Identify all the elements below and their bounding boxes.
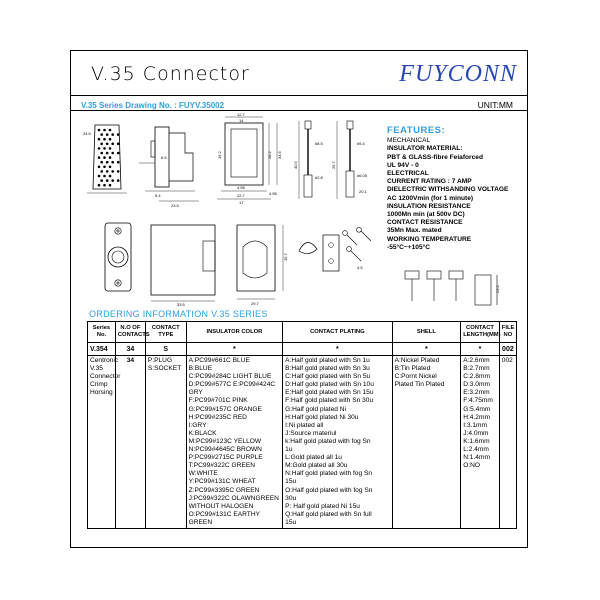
pin-hole [98, 175, 101, 178]
pin-hole [103, 184, 106, 187]
crimp-contact-views [401, 267, 521, 313]
cell-line: B:Half gold plated with Sn 3u [285, 365, 370, 373]
drawing-sheet [70, 50, 528, 548]
dim-label: #8.5 [315, 141, 323, 146]
connector-top-view [211, 113, 291, 205]
cell-line: Horsing [90, 389, 113, 397]
pin-hole [109, 129, 112, 132]
dim-label: #5.4 [357, 141, 365, 146]
dim-label: 4.5 [357, 265, 363, 270]
unit-label: UNIT:MM [477, 100, 513, 110]
pin-hole [106, 152, 109, 155]
cell-line: B:Tin Plated [394, 365, 431, 373]
cell-line: D:PC99#577C E:PC99#424C [188, 381, 276, 389]
cell-line: I:Ni plated all [285, 421, 324, 429]
feature-line: UL 94V - 0 [387, 161, 419, 169]
dim-label: 22.7 [237, 193, 245, 198]
pin-hole [109, 138, 112, 141]
pin-hole [106, 143, 109, 146]
features-heading: FEATURES: [387, 125, 446, 136]
feature-line: MECHANICAL [387, 137, 431, 145]
dim-label: 24.5 [83, 131, 91, 136]
pin-hole [100, 161, 103, 164]
pin-hole [98, 147, 101, 150]
cell-line: O:Half gold plated with fog Sn [285, 486, 373, 494]
cell-line: K:1.6mm [463, 437, 490, 445]
code-cell: 002 [499, 343, 516, 356]
pin-hole [100, 170, 103, 173]
dim-label: 29.7 [251, 301, 259, 306]
pin-hole [117, 143, 120, 146]
pin-hole [103, 129, 106, 132]
code-cell: * [283, 343, 392, 356]
features-panel [387, 127, 527, 252]
pin-hole [100, 143, 103, 146]
dim-label: 23.5 [171, 203, 179, 208]
cell-line: N:PC99#4645C BROWN [188, 446, 262, 454]
cell-line: Connector [90, 373, 121, 381]
dim-label: 4.55 [269, 191, 277, 196]
cell-line: M:PC99#123C YELLOW [188, 437, 262, 445]
dim-label: 19.2 [217, 151, 222, 159]
feature-line: AC 1200Vmin (for 1 minute) [387, 194, 474, 202]
cell-line: H:Half gold plated Ni 30u [285, 413, 359, 421]
feature-line: INSULATION RESISTANCE [387, 202, 471, 210]
col-header-shell: SHELL [392, 322, 461, 343]
cell-line: 1u [285, 446, 293, 454]
pin-hole [117, 170, 120, 173]
code-cell: * [186, 343, 283, 356]
shell-cell [392, 356, 461, 529]
cell-line: Crimp [90, 381, 108, 389]
col-header-insulator-color: INSULATOR COLOR [186, 322, 283, 343]
cell-line: Z:PC99#3395C GREEN [188, 486, 260, 494]
cell-line: C:PC99#284C LIGHT BLUE [188, 373, 272, 381]
cell-line: P:PLUG [147, 357, 173, 364]
file-no-cell: 002 [499, 356, 516, 529]
cell-line: A:2.6mm [463, 357, 490, 364]
dim-label: 17 [239, 200, 244, 205]
cell-line: 30u [285, 494, 297, 502]
pin-hole [103, 156, 106, 159]
pin-hole [98, 166, 101, 169]
feature-line: -55°C~+105°C [387, 243, 431, 251]
pin-hole [109, 184, 112, 187]
insulator-color-cell [186, 356, 283, 529]
dim-label: 12.7 [237, 112, 245, 117]
cell-line: J:Source materiul [285, 429, 337, 437]
cell-line: F:PC99#701C PINK [188, 397, 248, 405]
pin-hole [106, 133, 109, 136]
cell-line: Plated Tin Plated [394, 381, 445, 389]
contact-type-cell [145, 356, 186, 529]
contacts-cell: 34 [115, 356, 145, 529]
pin-hole [111, 133, 114, 136]
cell-line: GRY [188, 389, 203, 397]
cell-line: D:Half gold plated with Sn 10u [285, 381, 374, 389]
drawing-number: V.35 Series Drawing No. : FUYV.35002 [81, 101, 225, 110]
cell-line: J:PC99#322C OLAWNGREEN [188, 494, 279, 502]
cell-line: B:2.7mm [463, 365, 490, 373]
code-cell: 34 [115, 343, 145, 356]
ordering-table [87, 321, 517, 529]
cell-line: E:3.2mm [463, 389, 490, 397]
code-cell: * [392, 343, 461, 356]
pin-hole [103, 166, 106, 169]
shell-side-view [147, 221, 227, 307]
table-header-row [88, 322, 517, 343]
dim-label: 23.5 [495, 285, 500, 293]
pin-grid [98, 129, 120, 187]
contact-plating-cell [283, 356, 392, 529]
pin-hole [111, 161, 114, 164]
cell-line: K:BLACK [188, 429, 217, 437]
cell-line: G:Half gold plated Ni [285, 405, 346, 413]
cell-line: N:Half gold plated with fog Sn [285, 470, 373, 478]
cell-line: I:3.1mm [463, 421, 488, 429]
contact-pin-drawings [291, 115, 383, 211]
cell-line: Q:Half gold plated with Sn full [285, 510, 372, 518]
pin-hole [109, 166, 112, 169]
code-cell: * [461, 343, 500, 356]
pin-hole [117, 133, 120, 136]
cell-line: I:GRY [188, 421, 207, 429]
cell-line: W:WHITE [188, 470, 218, 478]
col-header-file-no: FILE NO [499, 322, 516, 343]
cell-line: D:3.0mm [463, 381, 490, 389]
dim-label: 15.7 [283, 253, 288, 261]
cell-line: 15u [285, 478, 297, 486]
cell-line: C:2.8mm [463, 373, 490, 381]
feature-line: INSULATOR MATERIAL: [387, 145, 463, 153]
brand-logo: FUYCONN [399, 61, 517, 87]
dim-label: 14 [239, 118, 244, 123]
cell-line: H:4.2mm [463, 413, 490, 421]
connector-rear-view [101, 221, 135, 293]
cell-line: C:Pornt Nickel [394, 373, 437, 381]
pin-hole [98, 184, 101, 187]
connector-front-view [81, 119, 143, 197]
pin-hole [111, 152, 114, 155]
latch-and-screw-views [297, 227, 391, 307]
col-header-series: Series No. [88, 322, 116, 343]
feature-line: DIELECTRIC WITHSANDING VOLTAGE [387, 186, 509, 194]
cell-line: B:BLUE [188, 365, 213, 373]
feature-line: CONTACT RESISTANCE [387, 219, 463, 227]
dim-label: 40.5 [293, 161, 298, 169]
table-row [88, 356, 517, 529]
col-header-contacts: N.O OF CONTACTS [115, 322, 145, 343]
cell-line: N:1.4mm [463, 454, 490, 462]
pin-hole [103, 175, 106, 178]
contact-length-cell [461, 356, 500, 529]
code-row [88, 343, 517, 356]
pin-hole [109, 156, 112, 159]
cell-line: H:PC99#235C RED [188, 413, 247, 421]
feature-line: CURRENT RATING : 7 AMP [387, 178, 472, 186]
cell-line: L:Gold plated all 1u [285, 454, 342, 462]
cell-line: A:PC99#661C BLUE [188, 357, 250, 364]
pin-hole [109, 147, 112, 150]
pin-hole [111, 179, 114, 182]
pin-hole [117, 161, 120, 164]
cell-line: Y:PC99#131C WHEAT [188, 478, 256, 486]
dim-label: 26.7 [331, 161, 336, 169]
series-cell [88, 356, 121, 529]
cell-line: F:4.75mm [463, 397, 493, 405]
pin-hole [103, 147, 106, 150]
pin-hole [106, 179, 109, 182]
dim-label: 33.5 [177, 302, 185, 307]
cell-line: T:PC99#322C GREEN [188, 462, 255, 470]
pin-hole [117, 179, 120, 182]
cell-line: P:PC99#2715C PURPLE [188, 454, 263, 462]
feature-line: 1000Mn min (at 500v DC) [387, 211, 465, 219]
pin-hole [109, 175, 112, 178]
cell-line: J:4.0mm [463, 429, 489, 437]
cell-line: WITHOUT HALOGEN [188, 502, 254, 510]
col-header-contact-length: CONTACT LENGTH(MM) [461, 322, 500, 343]
dim-label: 28.2 [267, 151, 272, 159]
pin-hole [106, 170, 109, 173]
cell-line: P: Half gold plated Ni 15u [285, 502, 360, 510]
drawing-divider [71, 110, 527, 111]
pin-hole [111, 143, 114, 146]
pin-hole [103, 138, 106, 141]
cell-line: C:Half gold plated with Sn 5u [285, 373, 371, 381]
cell-line: 15u [285, 518, 297, 526]
col-header-contact-type: CONTACT TYPE [145, 322, 186, 343]
pin-hole [100, 133, 103, 136]
pin-hole [100, 179, 103, 182]
cell-line: A:Half gold plated with Sn 1u [285, 357, 370, 364]
pin-hole [100, 152, 103, 155]
page-title: V.35 Connector [91, 63, 250, 85]
cell-line: O:PC99#131C EARTHY [188, 510, 260, 518]
pin-hole [117, 152, 120, 155]
cell-line: L:2.4mm [463, 446, 489, 454]
pin-hole [111, 170, 114, 173]
feature-line: WORKING TEMPERATURE [387, 235, 472, 243]
dim-label: 6.5 [161, 155, 167, 160]
dim-label: 4.55 [237, 185, 245, 190]
cell-line: E:Half gold plated with Sn 15u [285, 389, 374, 397]
feature-line: ELECTRICAL [387, 170, 429, 178]
dim-label: #6.05 [357, 173, 368, 178]
cell-line: F:Half gold plated with Sn 30u [285, 397, 374, 405]
pin-hole [98, 129, 101, 132]
cell-line: k:Half gold plated with fog Sn [285, 437, 371, 445]
cell-line: G:5.4mm [463, 405, 491, 413]
ordering-title: ORDERING INFORMATION V.35 SERIES [89, 309, 268, 319]
pin-hole [98, 156, 101, 159]
cell-line: G:PC99#157C ORANGE [188, 405, 262, 413]
connector-side-view [137, 123, 203, 209]
cell-line: M:Gold plated all 30u [285, 462, 348, 470]
feature-line: 35Mn Max. mated [387, 227, 442, 235]
pin-hole [106, 161, 109, 164]
code-cell: V.354 [88, 343, 116, 356]
cell-line: S:SOCKET [147, 365, 182, 373]
pin-hole [98, 138, 101, 141]
features-list [387, 137, 527, 252]
shell-end-view [231, 221, 297, 307]
code-cell: S [145, 343, 186, 356]
cell-line: GREEN [188, 518, 213, 526]
dim-label: 20.1 [359, 189, 367, 194]
cell-line: A:Nickel Plated [394, 357, 440, 364]
cell-line: V.35 [90, 365, 103, 373]
col-header-contact-plating: CONTACT PLATING [283, 322, 392, 343]
cell-line: O:NO [463, 462, 481, 470]
feature-line: PBT & GLASS-fibre Feiaforced [387, 153, 483, 161]
cell-line: Centronic [90, 357, 119, 364]
dim-label: 5.4 [155, 193, 161, 198]
dim-label: #2.8 [315, 175, 323, 180]
dim-label: 34.5 [277, 151, 282, 159]
header-divider [71, 95, 527, 96]
